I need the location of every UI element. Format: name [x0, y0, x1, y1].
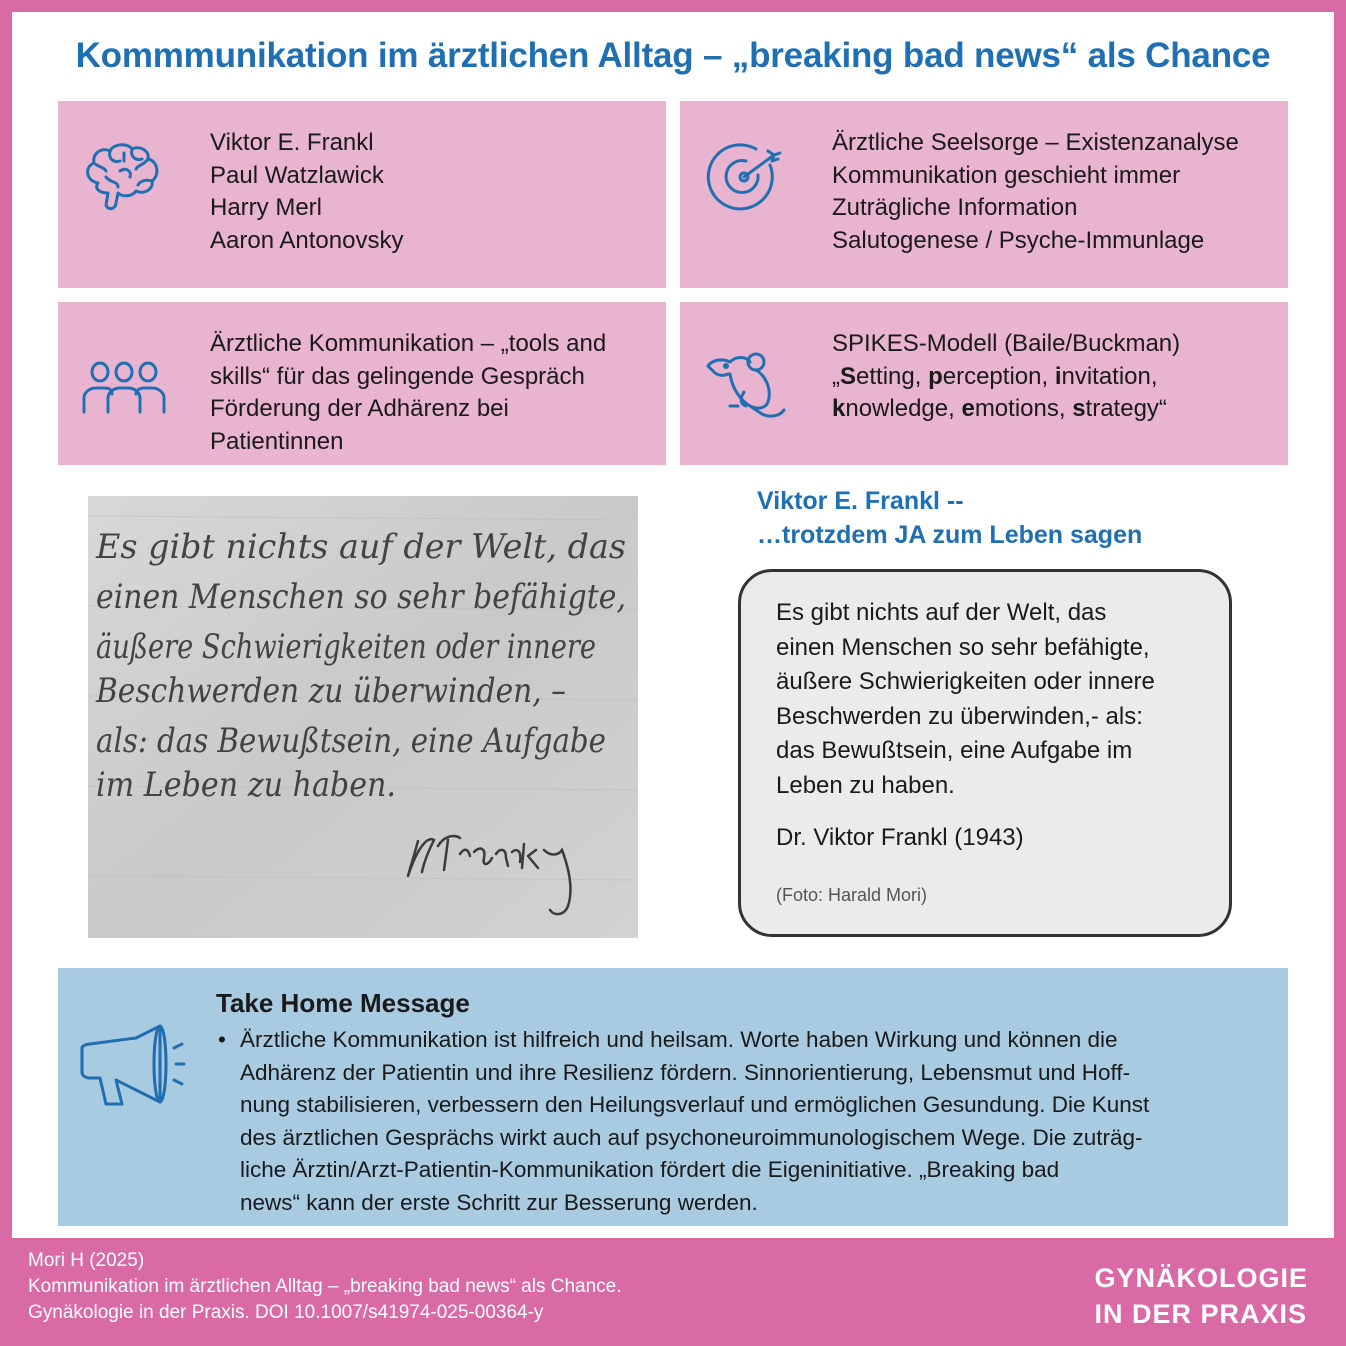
take-home-box	[58, 968, 1288, 1226]
mouse-icon	[700, 332, 792, 424]
box-spikes	[680, 302, 1288, 465]
spikes-rest: nvitation,	[1061, 362, 1158, 390]
box-line: Ärztliche Seelsorge – Existenzanalyse	[832, 129, 1239, 156]
spikes-initial: p	[928, 362, 943, 390]
take-home-line: nung stabilisieren, verbessern den Heilungsverlauf und ermöglichen Gesundung. Die Kunst	[240, 1092, 1150, 1117]
box-names-lines	[210, 127, 650, 257]
quote-author: Dr. Viktor Frankl (1943)	[776, 824, 1024, 851]
quote-box	[738, 569, 1232, 937]
spikes-initial: S	[840, 362, 857, 390]
take-home-title: Take Home Message	[216, 988, 470, 1018]
quote-heading	[757, 484, 1142, 552]
spikes-rest: nowledge,	[845, 395, 962, 422]
box-line: Zuträgliche Information	[832, 194, 1078, 221]
quote-line: Beschwerden zu überwinden,- als:	[776, 702, 1143, 730]
box-line: Viktor E. Frankl	[210, 129, 374, 156]
quote-line: einen Menschen so sehr befähigte,	[776, 633, 1150, 661]
box-line: Salutogenese / Psyche-Immunlage	[832, 226, 1205, 254]
spikes-rest: trategy“	[1085, 395, 1167, 422]
box-line: Patientinnen	[210, 427, 344, 455]
citation-line: Mori H (2025)	[28, 1250, 145, 1271]
quote-line: das Bewußtsein, eine Aufgabe im	[776, 737, 1133, 764]
handwriting-line: Beschwerden zu überwinden, –	[95, 671, 567, 711]
box-line: Kommunikation geschieht immer	[832, 161, 1181, 189]
journal-line: IN DER PRAXIS	[1094, 1299, 1308, 1329]
megaphone-icon	[76, 1018, 188, 1108]
handwriting-line: äußere Schwierigkeiten oder innere	[96, 627, 596, 667]
quote-text	[776, 596, 1213, 803]
box-line: skills“ für das gelingende Gespräch	[210, 362, 585, 390]
box-line: Paul Watzlawick	[210, 161, 384, 189]
spikes-initial: e	[961, 395, 975, 422]
take-home-body	[216, 1024, 1276, 1219]
photo-credit: (Foto: Harald Mori)	[776, 885, 928, 905]
take-home-line: Adhärenz der Patientin und ihre Resilienz fördern. Sinnorientierung, Lebensmut und Hoff-	[240, 1059, 1131, 1085]
spikes-initial: k	[832, 395, 846, 422]
handwriting-line: Es gibt nichts auf der Welt, das	[95, 527, 626, 567]
box-communication-lines	[210, 328, 650, 458]
box-spikes-lines	[832, 328, 1272, 426]
brain-icon	[78, 131, 170, 223]
handwriting-line: als: das Bewußtsein, eine Aufgabe	[96, 721, 606, 761]
spikes-rest: motions,	[974, 395, 1073, 422]
handwriting-line: einen Menschen so sehr befähigte,	[96, 577, 626, 617]
box-names	[58, 101, 666, 288]
box-concepts-lines	[832, 127, 1272, 257]
bullet: •	[218, 1027, 226, 1052]
journal-logo	[1094, 1260, 1308, 1332]
quote-line: Leben zu haben.	[776, 771, 955, 799]
page-title: Kommmunikation im ärztlichen Alltag – „breaking bad news“ als Chance	[75, 36, 1271, 75]
spikes-initial: s	[1072, 395, 1086, 422]
citation-line: Kommunikation im ärztlichen Alltag – „breaking bad news“ als Chance.	[28, 1276, 622, 1297]
handwritten-note-photo	[88, 496, 638, 938]
citation-footer	[28, 1248, 622, 1326]
box-concepts	[680, 101, 1288, 288]
spikes-rest: erception,	[942, 362, 1055, 390]
spikes-rest: etting,	[856, 362, 929, 390]
box-line: Harry Merl	[210, 194, 322, 221]
take-home-line	[216, 1024, 1276, 1057]
spikes-initial: i	[1054, 362, 1062, 390]
spikes-line-1	[832, 361, 1272, 394]
spikes-line-2	[832, 393, 1272, 426]
box-line: Aaron Antonovsky	[210, 226, 404, 254]
box-line: SPIKES-Modell (Baile/Buckman)	[832, 330, 1181, 357]
handwriting-line: im Leben zu haben.	[96, 765, 396, 805]
quote-line: Es gibt nichts auf der Welt, das	[776, 599, 1107, 626]
take-home-line: news“ kann der erste Schritt zur Besserung werden.	[240, 1189, 758, 1215]
target-icon	[700, 131, 792, 223]
quote-heading-line: …trotzdem JA zum Leben sagen	[757, 521, 1143, 549]
citation-line: Gynäkologie in der Praxis. DOI 10.1007/s41974-025-00364-y	[28, 1302, 544, 1323]
quote-line: äußere Schwierigkeiten oder innere	[776, 668, 1155, 695]
box-line: Förderung der Adhärenz bei	[210, 395, 509, 422]
take-home-line: liche Ärztin/Arzt-Patientin-Kommunikation fördert die Eigeninitiative. „Breaking bad	[240, 1157, 1060, 1182]
take-home-line: des ärztlichen Gesprächs wirkt auch auf psychoneuroimmunologischem Wege. Die zuträg-	[240, 1124, 1143, 1150]
quote-heading-line: Viktor E. Frankl --	[757, 487, 964, 515]
take-home-text: Ärztliche Kommunikation ist hilfreich und heilsam. Worte haben Wirkung und können die	[240, 1027, 1118, 1052]
journal-line: GYNÄKOLOGIE	[1094, 1263, 1308, 1293]
handwriting-image	[88, 496, 638, 938]
box-communication	[58, 302, 666, 465]
people-icon	[78, 332, 170, 424]
box-line: Ärztliche Kommunikation – „tools and	[210, 330, 607, 357]
spikes-open-quote: „	[832, 362, 840, 390]
